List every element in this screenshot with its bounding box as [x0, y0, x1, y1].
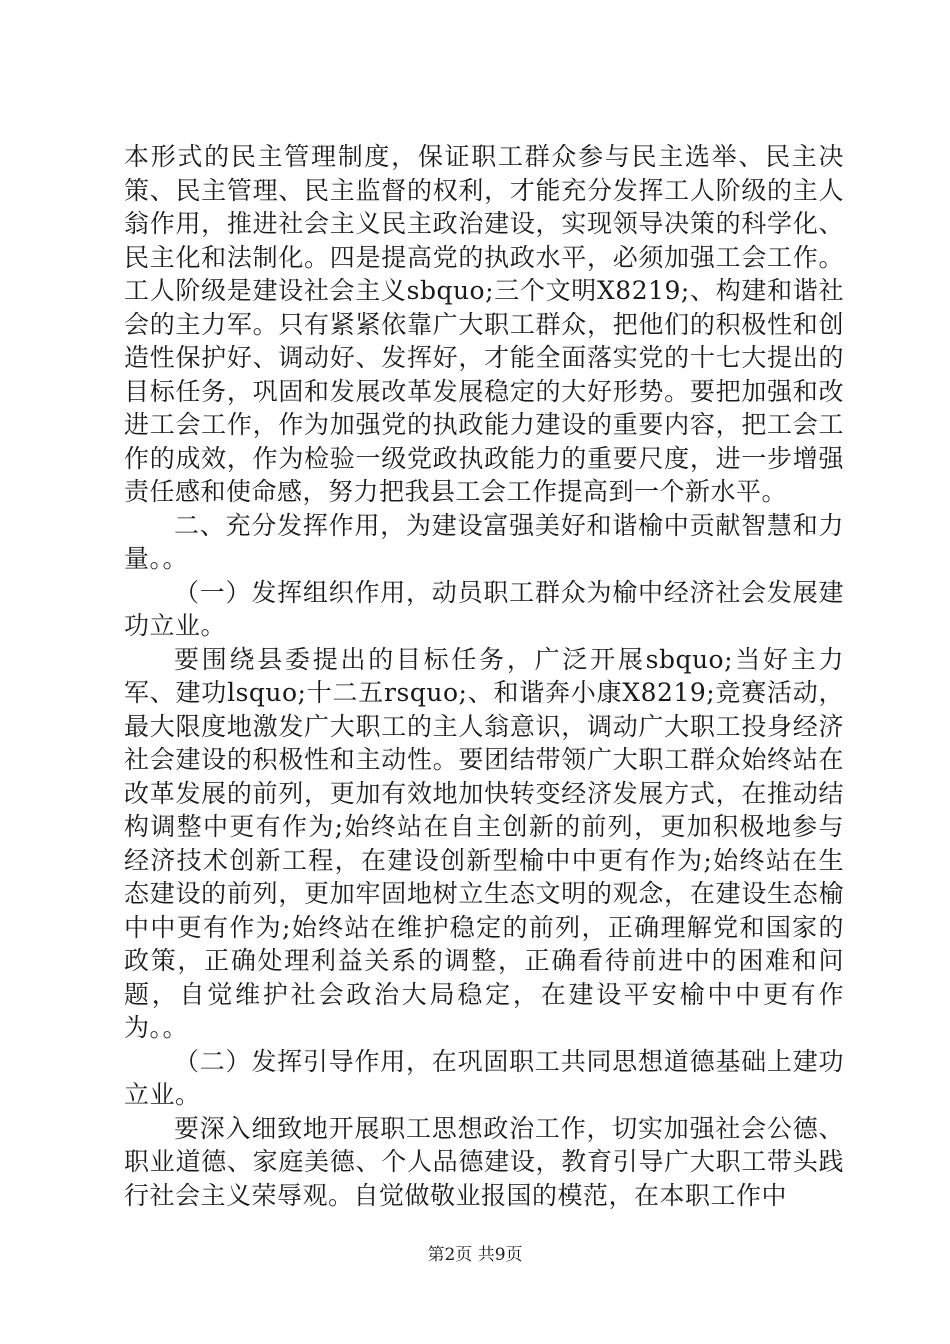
paragraph-3: 要深入细致地开展职工思想政治工作，切实加强社会公德、职业道德、家庭美德、个人品德建设，教育引导广大职工带头践行社会主义荣辱观。自觉做敬业报国的模范，在本职工作中 [124, 1113, 844, 1210]
subsection-heading-1: （一）发挥组织作用，动员职工群众为榆中经济社会发展建功立业。 [124, 577, 844, 640]
page-number-footer: 第2页 共9页 [427, 1245, 523, 1265]
section-heading-2: 二、充分发挥作用，为建设富强美好和谐榆中贡献智慧和力量。。 [124, 510, 844, 573]
paragraph-1: 本形式的民主管理制度，保证职工群众参与民主选举、民主决策、民主管理、民主监督的权利，才能充分发挥工人阶级的主人翁作用，推进社会主义民主政治建设，实现领导决策的科学化、民主化和法制化。四是提高党的执政水平，必须加强工会工作。工人阶级是建设社会主义sbquo;三个文明X8219;、构建和谐社会的主力军。只有紧紧依靠广大职工群众，把他们的积极性和创造性保护好、调动好、发挥好，才能全面落实党的十七大提出的目标任务，巩固和发展改革发展稳定的大好形势。要把加强和改进工会工作，作为加强党的执政能力建设的重要内容，把工会工作的成效，作为检验一级党政执政能力的重要尺度，进一步增强责任感和使命感，努力把我县工会工作提高到一个新水平。 [124, 142, 844, 506]
subsection-heading-2: （二）发挥引导作用，在巩固职工共同思想道德基础上建功立业。 [124, 1046, 844, 1109]
document-body [124, 140, 844, 1212]
paragraph-2: 要围绕县委提出的目标任务，广泛开展sbquo;当好主力军、建功lsquo;十二五rsquo;、和谐奔小康X8219;竞赛活动，最大限度地激发广大职工的主人翁意识，调动广大职工投身经济社会建设的积极性和主动性。要团结带领广大职工群众始终站在改革发展的前列，更加有效地加快转变经济发展方式，在推动结构调整中更有作为;始终站在自主创新的前列，更加积极地参与经济技术创新工程，在建设创新型榆中中更有作为;始终站在生态建设的前列，更加牢固地树立生态文明的观念，在建设生态榆中中更有作为;始终站在维护稳定的前列，正确理解党和国家的政策，正确处理利益关系的调整，正确看待前进中的困难和问题，自觉维护社会政治大局稳定，在建设平安榆中中更有作为。。 [124, 644, 844, 1042]
